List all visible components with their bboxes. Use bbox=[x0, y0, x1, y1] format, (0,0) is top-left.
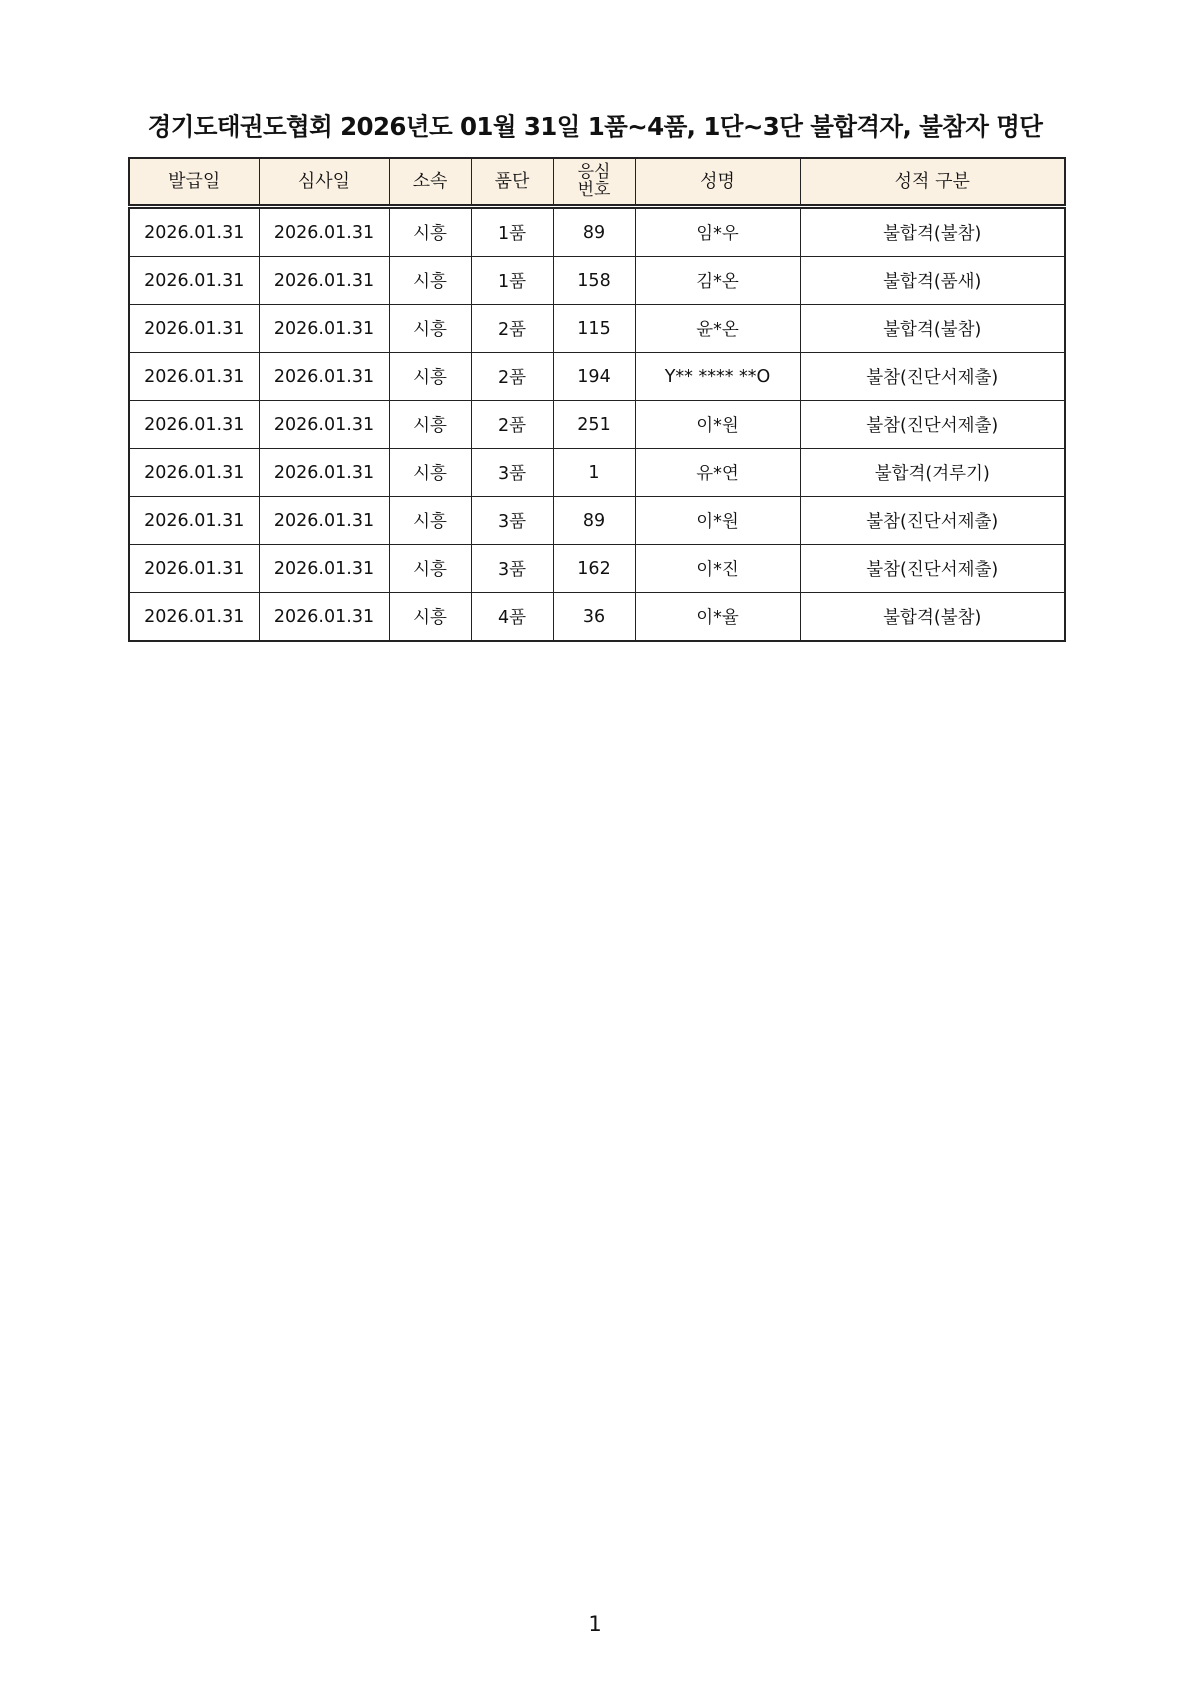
column-header-exam-date: 심사일 bbox=[259, 158, 389, 207]
cell-grade: 1품 bbox=[471, 207, 553, 257]
cell-name: 윤*온 bbox=[635, 305, 800, 353]
cell-result: 불참(진단서제출) bbox=[800, 401, 1065, 449]
cell-name: 이*율 bbox=[635, 593, 800, 642]
cell-exam-date: 2026.01.31 bbox=[259, 497, 389, 545]
cell-exam-date: 2026.01.31 bbox=[259, 305, 389, 353]
cell-issue-date: 2026.01.31 bbox=[129, 497, 259, 545]
table-row bbox=[129, 305, 1065, 353]
table-row bbox=[129, 207, 1065, 257]
cell-issue-date: 2026.01.31 bbox=[129, 257, 259, 305]
cell-affiliation: 시흥 bbox=[389, 305, 471, 353]
cell-exam-number: 89 bbox=[553, 497, 635, 545]
cell-affiliation: 시흥 bbox=[389, 257, 471, 305]
column-header-grade: 품단 bbox=[471, 158, 553, 207]
failed-absent-list-table bbox=[128, 157, 1066, 642]
cell-result: 불합격(겨루기) bbox=[800, 449, 1065, 497]
cell-grade: 3품 bbox=[471, 497, 553, 545]
column-header-exam-number-line1: 응심 bbox=[577, 161, 611, 182]
cell-result: 불합격(품새) bbox=[800, 257, 1065, 305]
cell-affiliation: 시흥 bbox=[389, 207, 471, 257]
cell-exam-date: 2026.01.31 bbox=[259, 593, 389, 642]
table-row bbox=[129, 401, 1065, 449]
page-number: 1 bbox=[588, 1612, 602, 1636]
cell-name: 이*원 bbox=[635, 497, 800, 545]
cell-result: 불참(진단서제출) bbox=[800, 545, 1065, 593]
cell-exam-date: 2026.01.31 bbox=[259, 449, 389, 497]
cell-issue-date: 2026.01.31 bbox=[129, 305, 259, 353]
cell-name: 김*온 bbox=[635, 257, 800, 305]
cell-result: 불합격(불참) bbox=[800, 305, 1065, 353]
cell-exam-number: 115 bbox=[553, 305, 635, 353]
cell-name: 임*우 bbox=[635, 207, 800, 257]
cell-affiliation: 시흥 bbox=[389, 401, 471, 449]
column-header-name: 성명 bbox=[635, 158, 800, 207]
cell-grade: 2품 bbox=[471, 401, 553, 449]
cell-name: 이*진 bbox=[635, 545, 800, 593]
cell-grade: 1품 bbox=[471, 257, 553, 305]
cell-affiliation: 시흥 bbox=[389, 449, 471, 497]
column-header-issue-date: 발급일 bbox=[129, 158, 259, 207]
column-header-exam-number bbox=[553, 158, 635, 207]
cell-issue-date: 2026.01.31 bbox=[129, 401, 259, 449]
cell-grade: 3품 bbox=[471, 545, 553, 593]
column-header-affiliation: 소속 bbox=[389, 158, 471, 207]
cell-grade: 4품 bbox=[471, 593, 553, 642]
cell-affiliation: 시흥 bbox=[389, 593, 471, 642]
column-header-exam-number-line2: 번호 bbox=[577, 179, 611, 200]
cell-exam-number: 194 bbox=[553, 353, 635, 401]
cell-grade: 2품 bbox=[471, 353, 553, 401]
column-header-result: 성적 구분 bbox=[800, 158, 1065, 207]
cell-result: 불합격(불참) bbox=[800, 207, 1065, 257]
cell-exam-date: 2026.01.31 bbox=[259, 401, 389, 449]
cell-result: 불참(진단서제출) bbox=[800, 497, 1065, 545]
cell-name: 이*원 bbox=[635, 401, 800, 449]
cell-result: 불합격(불참) bbox=[800, 593, 1065, 642]
table-header-row bbox=[129, 158, 1065, 207]
cell-grade: 2품 bbox=[471, 305, 553, 353]
cell-exam-number: 36 bbox=[553, 593, 635, 642]
cell-name: 유*연 bbox=[635, 449, 800, 497]
cell-exam-number: 162 bbox=[553, 545, 635, 593]
cell-name: Y** **** **O bbox=[635, 353, 800, 401]
cell-exam-number: 1 bbox=[553, 449, 635, 497]
cell-exam-date: 2026.01.31 bbox=[259, 207, 389, 257]
cell-issue-date: 2026.01.31 bbox=[129, 593, 259, 642]
cell-issue-date: 2026.01.31 bbox=[129, 545, 259, 593]
table-row bbox=[129, 353, 1065, 401]
cell-issue-date: 2026.01.31 bbox=[129, 207, 259, 257]
cell-exam-date: 2026.01.31 bbox=[259, 545, 389, 593]
cell-exam-number: 251 bbox=[553, 401, 635, 449]
cell-exam-date: 2026.01.31 bbox=[259, 257, 389, 305]
cell-issue-date: 2026.01.31 bbox=[129, 449, 259, 497]
table-row bbox=[129, 257, 1065, 305]
cell-result: 불참(진단서제출) bbox=[800, 353, 1065, 401]
table-row bbox=[129, 545, 1065, 593]
cell-exam-number: 89 bbox=[553, 207, 635, 257]
table-row bbox=[129, 593, 1065, 642]
cell-affiliation: 시흥 bbox=[389, 353, 471, 401]
cell-exam-number: 158 bbox=[553, 257, 635, 305]
table-row bbox=[129, 497, 1065, 545]
cell-grade: 3품 bbox=[471, 449, 553, 497]
table-row bbox=[129, 449, 1065, 497]
document-title: 경기도태권도협회 2026년도 01월 31일 1품~4품, 1단~3단 불합격자, 불참자 명단 bbox=[147, 112, 1043, 141]
cell-exam-date: 2026.01.31 bbox=[259, 353, 389, 401]
cell-affiliation: 시흥 bbox=[389, 545, 471, 593]
cell-issue-date: 2026.01.31 bbox=[129, 353, 259, 401]
cell-affiliation: 시흥 bbox=[389, 497, 471, 545]
